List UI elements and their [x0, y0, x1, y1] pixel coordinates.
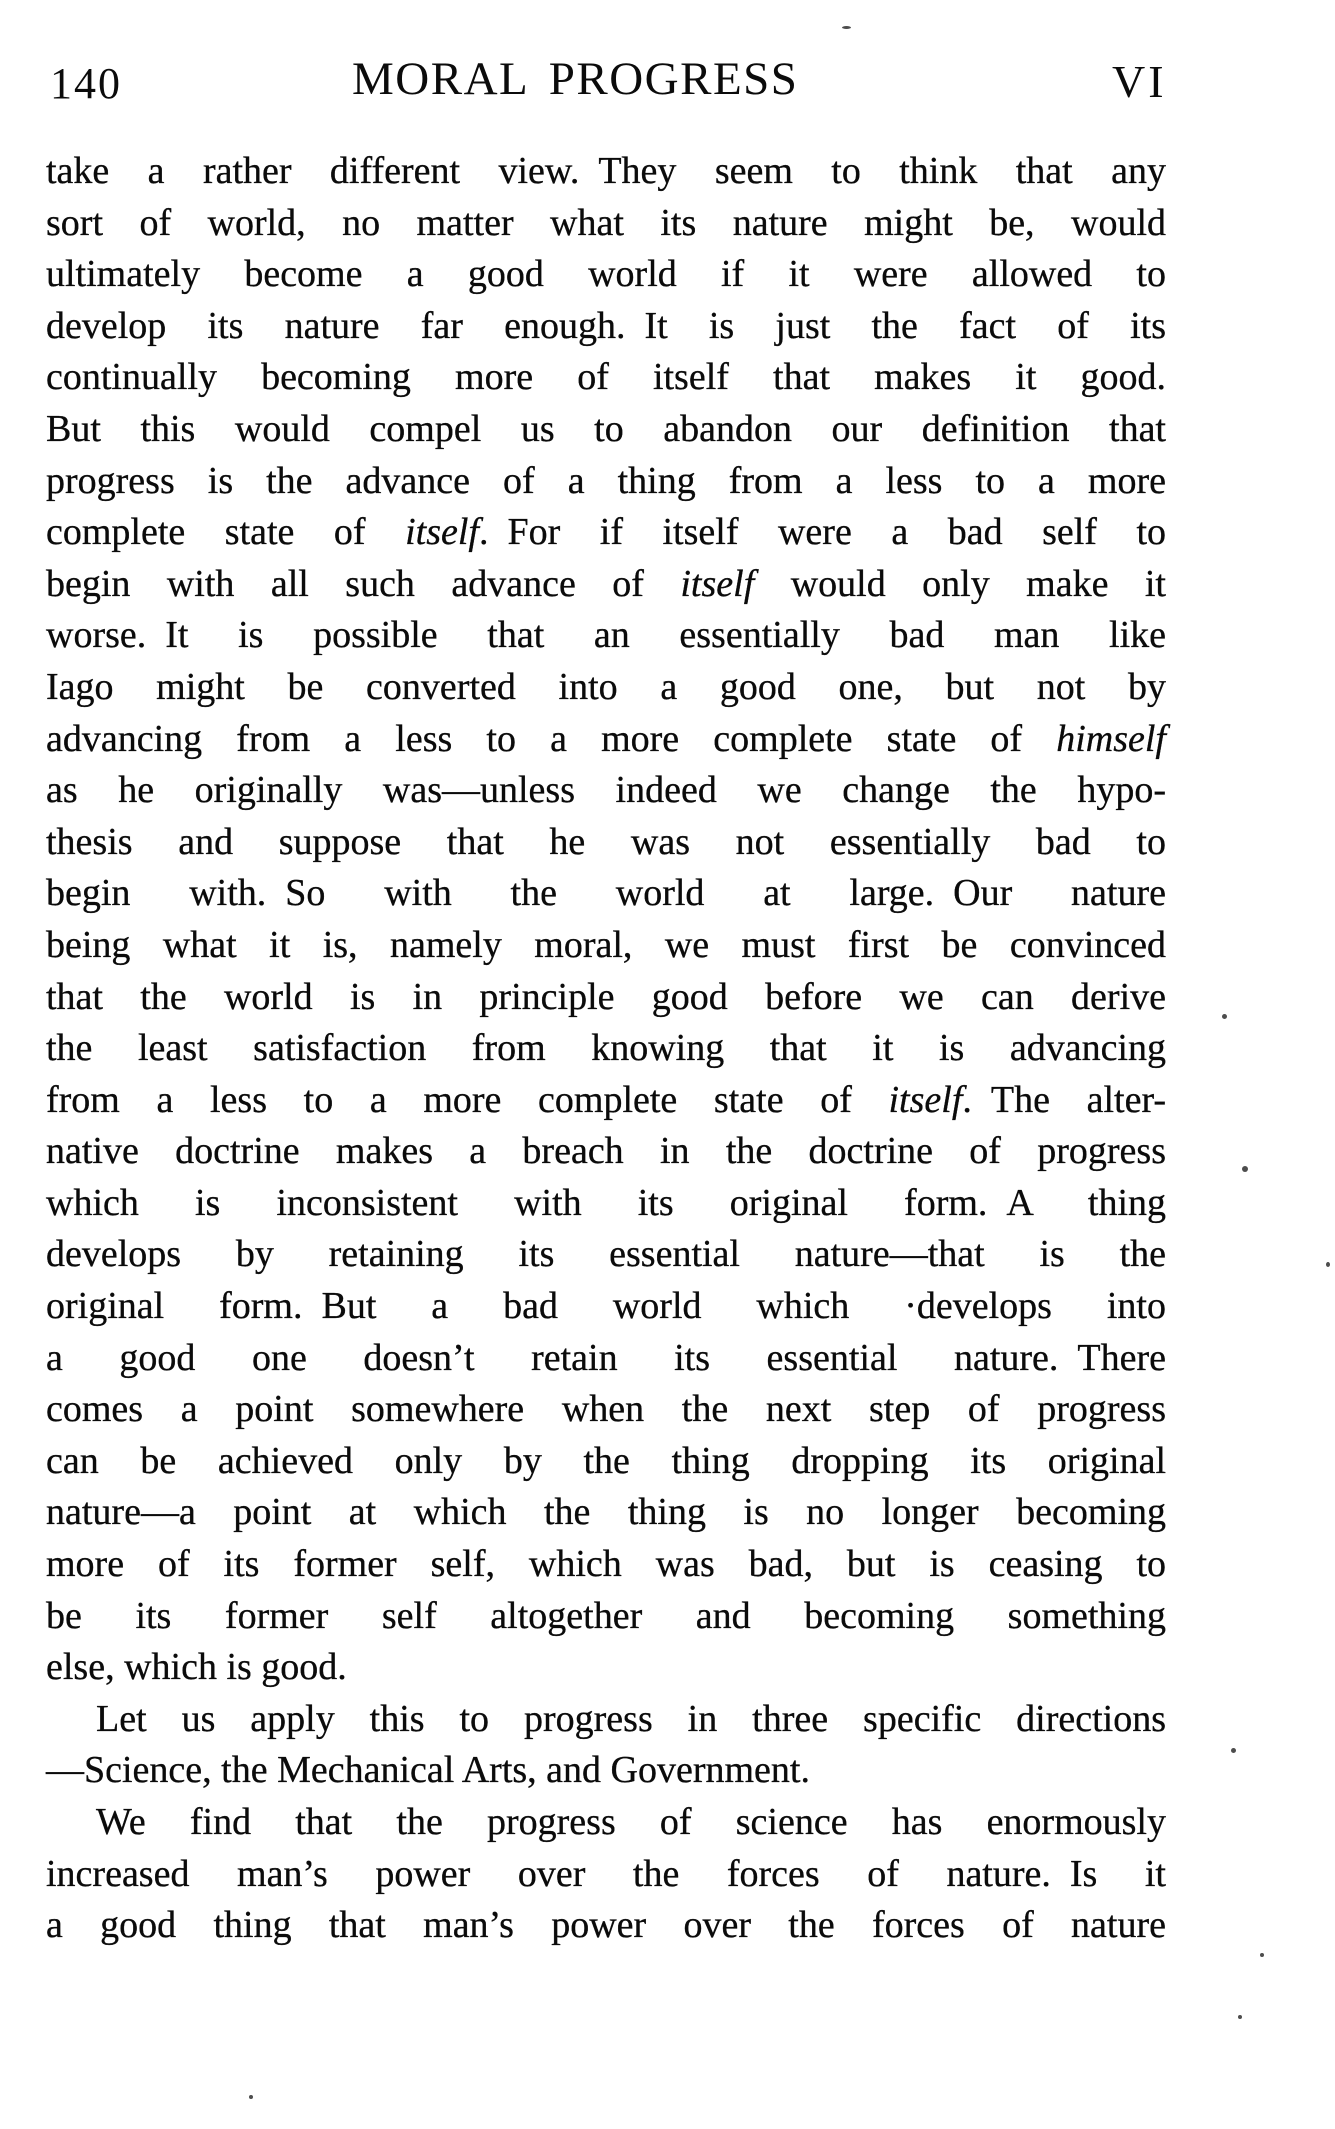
text-run: be its former self altogether and becoming something: [46, 1594, 1166, 1637]
text-run: native doctrine makes a breach in the doctrine of progress: [46, 1130, 1166, 1173]
text-line: [46, 301, 1166, 353]
text-line: [46, 972, 1166, 1024]
scan-speck: [1242, 1166, 1248, 1172]
text-line: [46, 456, 1166, 508]
text-line: [46, 1487, 1166, 1539]
text-run: nature—a point at which the thing is no longer becoming: [46, 1491, 1166, 1534]
text-line: [46, 1333, 1166, 1385]
text-line: [46, 1023, 1166, 1075]
text-line: [46, 1642, 1166, 1694]
text-run: develop its nature far enough. It is just the fact of its: [46, 304, 1166, 347]
text-line: [46, 1694, 1166, 1746]
text-run: . For if itself were a bad self to: [478, 511, 1167, 554]
text-line: [46, 1745, 1166, 1797]
text-line: [46, 1281, 1166, 1333]
text-run: a good one doesn’t retain its essential nature. There: [46, 1336, 1166, 1379]
text-run: progress is the advance of a thing from a less to a more: [46, 459, 1166, 502]
scan-speck: [1238, 2015, 1242, 2019]
text-run: worse. It is possible that an essentially bad man like: [46, 614, 1166, 657]
text-line: [46, 662, 1166, 714]
text-run: develops by retaining its essential nature—that is the: [46, 1233, 1166, 1276]
chapter-numeral: VI: [1112, 56, 1167, 107]
text-run: begin with. So with the world at large. Our nature: [46, 872, 1166, 915]
text-run: We find that the progress of science has enormously: [96, 1801, 1166, 1843]
text-line: [46, 1900, 1166, 1952]
paragraph: [46, 1797, 1166, 1952]
text-run: else, which is good.: [46, 1646, 347, 1689]
italic-text-run: itself: [888, 1078, 963, 1121]
page-body: [46, 146, 1166, 1952]
text-run: comes a point somewhere when the next step of progress: [46, 1388, 1166, 1431]
scan-speck: [1231, 1748, 1236, 1753]
text-run: more of its former self, which was bad, but is ceasing to: [46, 1543, 1166, 1586]
text-line: [46, 714, 1166, 766]
scan-speck: [1326, 1262, 1330, 1267]
text-run: But this would compel us to abandon our definition that: [46, 407, 1166, 450]
text-run: thesis and suppose that he was not essentially bad to: [46, 820, 1166, 863]
text-line: [46, 559, 1166, 611]
text-line: [46, 1126, 1166, 1178]
text-line: [46, 1591, 1166, 1643]
text-run: sort of world, no matter what its nature might be, would: [46, 201, 1166, 244]
text-run: can be achieved only by the thing dropping its original: [46, 1439, 1166, 1482]
text-run: increased man’s power over the forces of nature. Is it: [46, 1852, 1166, 1895]
text-run: Iago might be converted into a good one, but not by: [46, 665, 1166, 708]
text-line: [46, 1229, 1166, 1281]
scan-speck: [842, 26, 851, 29]
text-line: [46, 146, 1166, 198]
text-run: ultimately become a good world if it were allowed to: [46, 253, 1166, 296]
text-run: advancing from a less to a more complete state of: [46, 717, 1057, 760]
running-title: MORAL PROGRESS: [352, 53, 799, 105]
text-run: a good thing that man’s power over the forces of nature: [46, 1904, 1166, 1947]
text-run: complete state of: [46, 511, 406, 554]
text-line: [46, 1075, 1166, 1127]
text-line: [46, 1539, 1166, 1591]
text-run: . The alter-: [962, 1078, 1166, 1121]
scan-speck: [1260, 1953, 1264, 1957]
text-run: would only make it: [754, 562, 1166, 605]
text-line: [46, 507, 1166, 559]
italic-text-run: himself: [1056, 717, 1166, 760]
text-run: begin with all such advance of: [46, 562, 681, 605]
text-line: [46, 920, 1166, 972]
text-line: [46, 404, 1166, 456]
text-run: being what it is, namely moral, we must first be convinced: [46, 923, 1166, 966]
text-run: continually becoming more of itself that makes it good.: [46, 356, 1166, 399]
text-line: [46, 1797, 1166, 1849]
text-line: [46, 817, 1166, 869]
paragraph: [46, 146, 1166, 1694]
italic-text-run: itself: [405, 511, 479, 554]
page-number: 140: [50, 59, 122, 108]
text-line: [46, 198, 1166, 250]
text-run: that the world is in principle good before we can derive: [46, 975, 1166, 1018]
text-run: take a rather different view. They seem to think that any: [46, 150, 1166, 192]
text-line: [46, 1849, 1166, 1901]
scan-speck: [249, 2095, 253, 2099]
text-line: [46, 1178, 1166, 1230]
text-run: original form. But a bad world which ·develops into: [46, 1285, 1166, 1328]
text-line: [46, 610, 1166, 662]
text-run: from a less to a more complete state of: [46, 1078, 889, 1121]
paragraph: [46, 1694, 1166, 1797]
text-line: [46, 1436, 1166, 1488]
scan-speck: [1222, 1014, 1227, 1019]
text-line: [46, 868, 1166, 920]
text-run: the least satisfaction from knowing that it is advancing: [46, 1027, 1166, 1070]
text-line: [46, 1384, 1166, 1436]
text-run: which is inconsistent with its original form. A thing: [46, 1181, 1166, 1224]
text-run: as he originally was—unless indeed we change the hypo-: [46, 769, 1166, 812]
text-line: [46, 765, 1166, 817]
italic-text-run: itself: [680, 562, 755, 605]
text-line: [46, 249, 1166, 301]
text-run: Let us apply this to progress in three specific directions: [96, 1697, 1166, 1740]
text-run: —Science, the Mechanical Arts, and Government.: [46, 1749, 810, 1792]
text-line: [46, 352, 1166, 404]
